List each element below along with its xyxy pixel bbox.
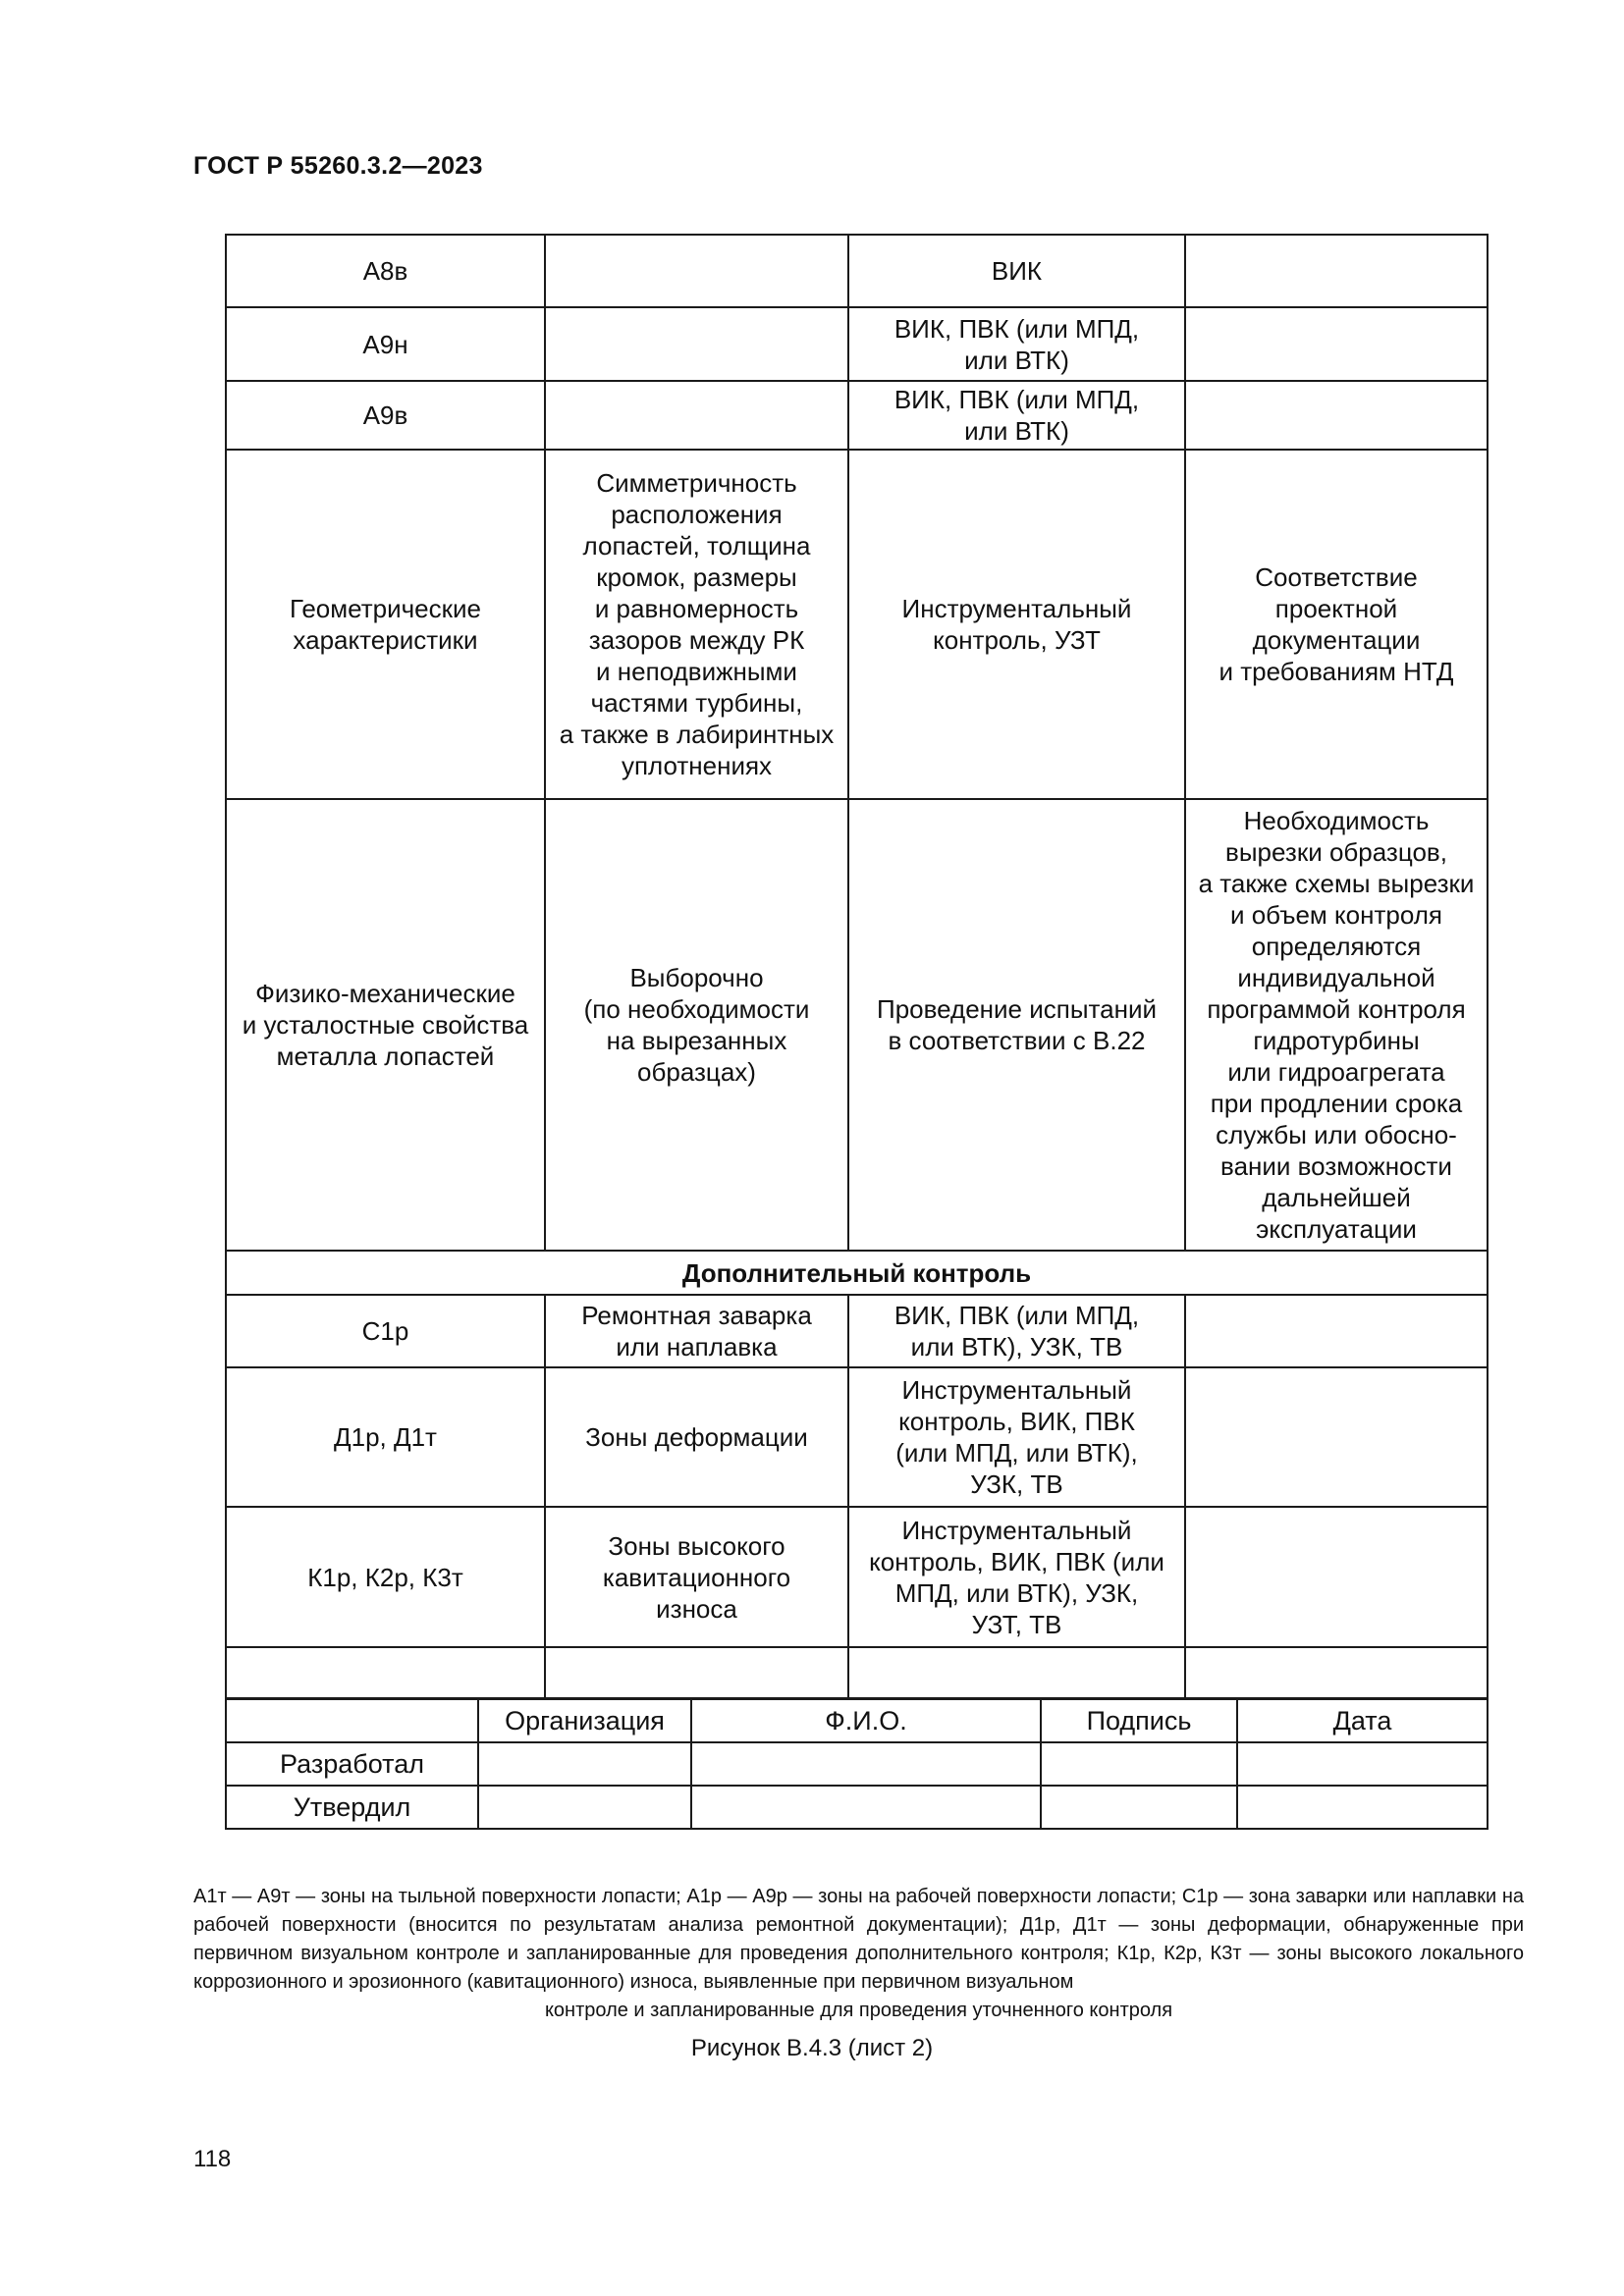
control-table — [225, 234, 1489, 1699]
table-cell — [848, 1647, 1185, 1698]
table-cell: ВИК, ПВК (или МПД, или ВТК) — [848, 381, 1185, 450]
table-row — [226, 1647, 1488, 1698]
table-cell: ВИК — [848, 235, 1185, 307]
table-cell: К1р, К2р, К3т — [226, 1507, 545, 1647]
table-cell: Соответствие проектной документации и требованиям НТД — [1185, 450, 1488, 799]
signature-cell — [478, 1786, 691, 1829]
signature-cell — [691, 1786, 1041, 1829]
page-number: 118 — [193, 2146, 232, 2172]
table-cell — [545, 235, 848, 307]
table-row — [226, 235, 1488, 307]
table-cell — [1185, 1367, 1488, 1507]
table-cell — [1185, 235, 1488, 307]
section-title: Дополнительный контроль — [226, 1251, 1488, 1295]
signature-row — [226, 1786, 1488, 1829]
table-cell: А8в — [226, 235, 545, 307]
table-cell: Выборочно (по необходимости на вырезанных образцах) — [545, 799, 848, 1251]
table-cell — [545, 307, 848, 381]
signature-cell — [1041, 1786, 1237, 1829]
signature-header-cell — [226, 1699, 478, 1742]
signature-row — [226, 1742, 1488, 1786]
table-cell: Инструментальный контроль, УЗТ — [848, 450, 1185, 799]
table-cell — [1185, 1295, 1488, 1367]
table-row — [226, 1295, 1488, 1367]
table-row — [226, 799, 1488, 1251]
table-cell: А9в — [226, 381, 545, 450]
signature-header-cell: Дата — [1237, 1699, 1488, 1742]
signature-role: Утвердил — [226, 1786, 478, 1829]
table-cell: Зоны высокого кавитационного износа — [545, 1507, 848, 1647]
table-cell: Симметричность расположения лопастей, толщина кромок, размеры и равномерность зазоров между РК и неподвижными частями турбины, а также в лабиринтных уплотнениях — [545, 450, 848, 799]
table-row — [226, 381, 1488, 450]
table-cell — [1185, 1507, 1488, 1647]
table-cell: Геометрические характеристики — [226, 450, 545, 799]
signature-header-cell: Ф.И.О. — [691, 1699, 1041, 1742]
table-cell: Инструментальный контроль, ВИК, ПВК (или МПД, или ВТК), УЗК, ТВ — [848, 1367, 1185, 1507]
figure-caption: Рисунок В.4.3 (лист 2) — [690, 2035, 934, 2061]
signature-header-cell: Подпись — [1041, 1699, 1237, 1742]
table-cell: Проведение испытаний в соответствии с В.22 — [848, 799, 1185, 1251]
table-cell — [1185, 381, 1488, 450]
signature-header-row — [226, 1699, 1488, 1742]
signature-cell — [1041, 1742, 1237, 1786]
table-cell: Необходимость вырезки образцов, а также схемы вырезки и объем контроля определяются индивидуальной программой контроля гидротурбины или гидроагрегата при продлении срока службы или обосно- вании возможности дальнейшей эксплуатации — [1185, 799, 1488, 1251]
signature-table — [225, 1698, 1489, 1830]
signature-cell — [1237, 1786, 1488, 1829]
table-cell: Ремонтная заварка или наплавка — [545, 1295, 848, 1367]
signature-cell — [1237, 1742, 1488, 1786]
table-row — [226, 307, 1488, 381]
document-header: ГОСТ Р 55260.3.2—2023 — [193, 152, 483, 180]
table-cell: Зоны деформации — [545, 1367, 848, 1507]
signature-cell — [691, 1742, 1041, 1786]
footnote-last-line: контроле и запланированные для проведения уточненного контроля — [544, 2000, 1173, 2021]
table-cell — [1185, 307, 1488, 381]
table-cell: ВИК, ПВК (или МПД, или ВТК), УЗК, ТВ — [848, 1295, 1185, 1367]
table-cell — [1185, 1647, 1488, 1698]
table-row — [226, 1367, 1488, 1507]
table-cell — [545, 1647, 848, 1698]
table-cell: Физико-механические и усталостные свойства металла лопастей — [226, 799, 545, 1251]
table-row — [226, 1507, 1488, 1647]
section-title-row — [226, 1251, 1488, 1295]
table-cell: Д1р, Д1т — [226, 1367, 545, 1507]
table-cell — [226, 1647, 545, 1698]
signature-header-cell: Организация — [478, 1699, 691, 1742]
table-row — [226, 450, 1488, 799]
footnote-text: А1т — А9т — зоны на тыльной поверхности лопасти; А1р — А9р — зоны на рабочей поверхности лопасти; С1р — зона заварки или наплавки на рабочей поверхности (вносится по результатам анализа ремонтной документации); Д1р, Д1т — зоны деформации, обнаруженные при первичном визуальном контроле и запланированные для проведения дополнительного контроля; К1р, К2р, К3т — зоны высокого локального коррозионного и эрозионного (кавитационного) износа, выявленные при первичном визуальном — [193, 1886, 1524, 1993]
table-cell: А9н — [226, 307, 545, 381]
signature-role: Разработал — [226, 1742, 478, 1786]
table-cell: ВИК, ПВК (или МПД, или ВТК) — [848, 307, 1185, 381]
table-cell — [545, 381, 848, 450]
table-cell: С1р — [226, 1295, 545, 1367]
footnote — [193, 1883, 1524, 2025]
table-cell: Инструментальный контроль, ВИК, ПВК (или МПД, или ВТК), УЗК, УЗТ, ТВ — [848, 1507, 1185, 1647]
signature-cell — [478, 1742, 691, 1786]
